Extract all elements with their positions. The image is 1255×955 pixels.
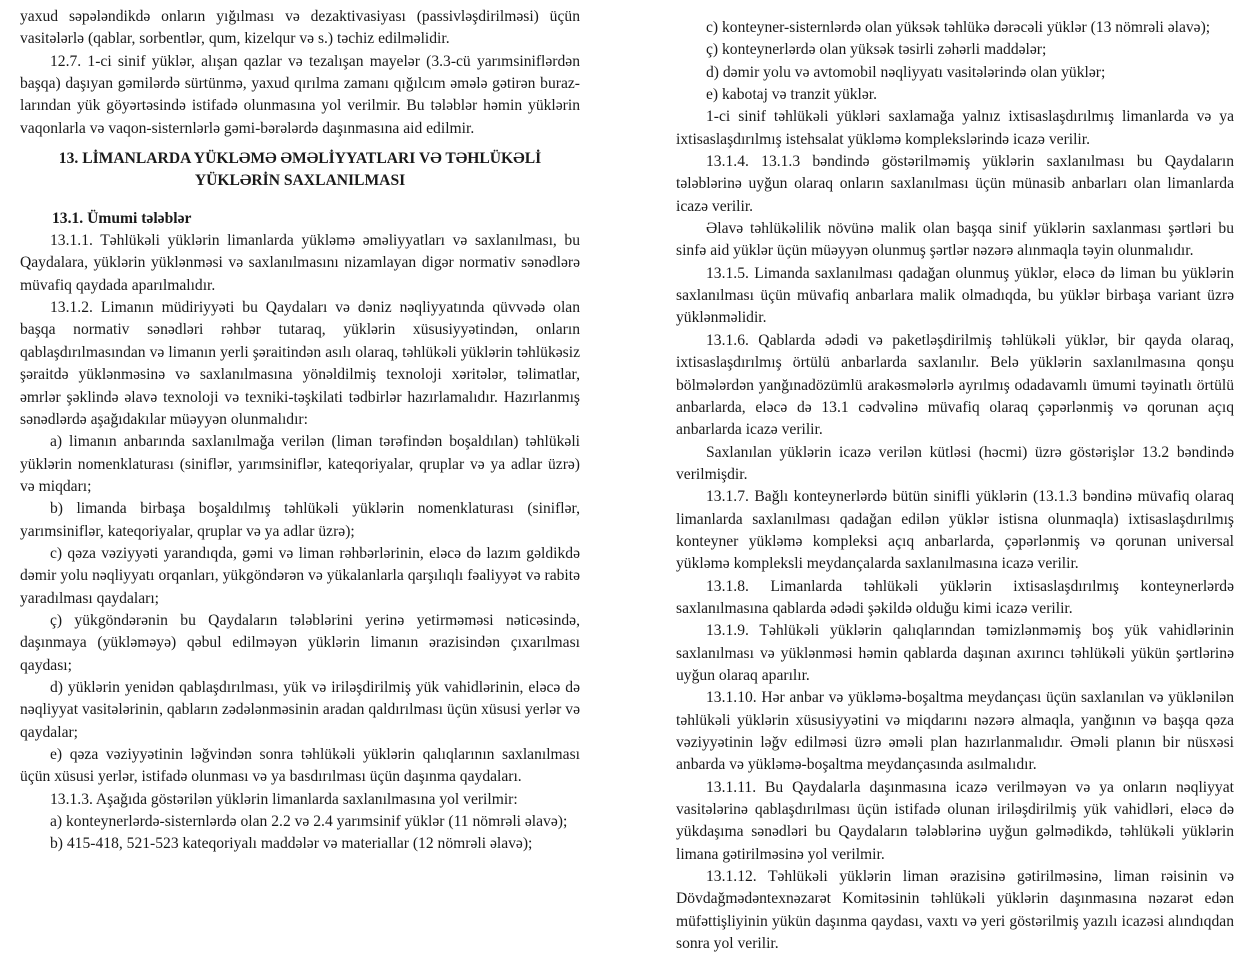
paragraph-13-1-3: 13.1.3. Aşağıda göstərilən yüklərin limanlarda saxlanılmasına yol verilmir:: [50, 790, 518, 808]
paragraph: yaxud səpələndikdə onların yığılması və dezaktivasiyası (passivləşdirilməsi) üçün vasitələrlə (qablar, sorbentlər, qum, kizelqur və s.) təchiz edilməlidir.: [20, 8, 580, 48]
list-item-c: c) qəza vəziyyəti yarandıqda, gəmi və liman rəhbərlərinin, eləcə də lazım gəldikdə dəmir yolu nəqliyyatı orqanları, yükgöndərən və yükalanlarla qarşılıqlı fəaliyyət və rabitə yaradılması qaydaları;: [20, 544, 580, 607]
paragraph-13-1-1: 13.1.1. Təhlükəli yüklərin limanlarda yükləmə əməliyyatları və saxlanılması, bu Qaydalara, yüklərin yüklənməsi və saxlanılmasını nizamlayan digər normativ sənədlərə müvafiq qaydada aparılmalıdır.: [20, 232, 580, 294]
left-column: [20, 0, 580, 856]
list-item-c: c) konteyner-sisternlərdə olan yüksək təhlükə dərəcəli yüklər (13 nömrəli əlavə);: [706, 19, 1211, 36]
list-item-e: e) kabotaj və tranzit yüklər.: [706, 86, 878, 104]
paragraph: Saxlanılan yüklərin icazə verilən kütləsi (həcmi) üzrə göstərişlər 13.2 bəndində verilmişdir.: [676, 443, 1234, 483]
list-item-a: a) konteynerlərdə-sisternlərdə olan 2.2 və 2.4 yarımsinif yüklər (11 nömrəli əlavə);: [50, 813, 568, 831]
list-item-cc: ç) yükgöndərənin bu Qaydaların tələblərini yerinə yetirməməsi nəticəsində, daşınmaya (yükləməyə) qəbul edilməyən yüklərin limanın ərazisindən çıxarılması qaydası;: [20, 611, 580, 674]
paragraph-13-1-2: 13.1.2. Limanın müdiriyyəti bu Qaydaları və dəniz nəqliyyatında qüvvədə olan başqa normativ sənədləri rəhbər tutaraq, yüklərin xüsusiyyətindən, onların qablaşdırılmasından və limanın yerli şəraitindən asılı olaraq, təhlükəli yüklərin təhlükəsiz şəraitdə yüklənməsinə və saxlanılmasına yönəldilmiş texnoloji xəritələr, təlimatlar, əmrlər şəklində əlavə texnoloji və texniki-təşkilati tədbirlər hazırlamalıdır. Hazırlanmış sənədlərdə aşağıdakılar müəyyən olunmalıdır:: [20, 299, 580, 428]
section-heading: 13. LİMANLARDA YÜKLƏMƏ ƏMƏLİYYATLARI VƏ TƏHLÜKƏLİ YÜKLƏRİN SAXLANILMASI: [58, 150, 542, 190]
list-item-d: d) yüklərin yenidən qablaşdırılması, yük və iriləşdirilmiş yük vahidlərinin, eləcə də nəqliyyat vasitələrinin, qabların zədələnməsinin aradan qaldırılması üçün xüsusi yerlər və qaydalar;: [20, 678, 580, 741]
paragraph-13-1-10: 13.1.10. Hər anbar və yükləmə-boşaltma meydançası üçün saxlanılan və yüklənilən təhlükəli yüklərin xüsusiyyətini və miqdarını nəzərə almaqla, yanğının və başqa qəza vəziyyətinin ləğv edilməsi üzrə əməli plan hazırlanmalıdır. Əməli planın bir nüsxəsi anbarda və yükləmə-boşaltma meydançasında asılmalıdır.: [676, 689, 1234, 774]
list-item-d: d) dəmir yolu və avtomobil nəqliyyatı vasitələrində olan yüklər;: [706, 63, 1106, 81]
paragraph-13-1-5: 13.1.5. Limanda saxlanılması qadağan olunmuş yüklər, eləcə də liman bu yüklərin saxlanılması üçün müvafiq anbarlara malik olmadıqda, bu yüklər birbaşa variant üzrə yüklənməlidir.: [676, 264, 1234, 327]
paragraph-13-1-4: 13.1.4. 13.1.3 bəndində göstərilməmiş yüklərin saxlanılması bu Qaydaların tələblərinə uyğun olaraq onların saxlanılması üçün münasib anbarları olan limanlarda icazə verilir.: [676, 153, 1234, 215]
paragraph-13-1-7: 13.1.7. Bağlı konteynerlərdə bütün sinifli yüklərin (13.1.3 bəndinə müvafiq olaraq limanlarda saxlanılması qadağan edilən yüklər istisna olunmaqla) ixtisaslaşdırılmış konteyner yükləmə kompleksi açıq anbarlarda, çəpərlənmiş və qorunan universal yükləmə kompleksli meydançalarda saxlanılmasına icazə verilir.: [676, 488, 1234, 573]
paragraph: 1-ci sinif təhlükəli yükləri saxlamağa yalnız ixtisaslaşdırılmış limanlarda və ya ixtisaslaşdırılmış istehsalat yükləmə komplekslərində icazə verilir.: [676, 108, 1234, 148]
paragraph-12-7: 12.7. 1-ci sinif yüklər, alışan qazlar və tezalışan mayelər (3.3-cü yarımsiniflərdən başqa) daşıyan gəmilərdə sürtünmə, yaxud qırılma zamanı qığılcım əmələ gətirən burazlarından yük göyərtəsində istifadə olunmasına yol verilmir. Bu tələblər həmin yüklərin vaqonlarla və vaqon-sisternlərlə gəmi-bərələrdə daşınmasına aid edilmir.: [20, 52, 580, 137]
paragraph-13-1-8: 13.1.8. Limanlarda təhlükəli yüklərin ixtisaslaşdırılmış konteynerlərdə saxlanılmasına qablarda ədədi şəkildə olduğu kimi icazə verilir.: [676, 577, 1234, 617]
paragraph-13-1-9: 13.1.9. Təhlükəli yüklərin qalıqlarından təmizlənməmiş boş yük vahidlərinin saxlanılması və yüklənməsi həmin qablarda daşınan axırıncı təhlükəli yükün şərtlərinə uyğun olaraq aparılır.: [676, 622, 1234, 684]
paragraph-13-1-6: 13.1.6. Qablarda ədədi və paketləşdirilmiş təhlükəli yüklər, bir qayda olaraq, ixtisaslaşdırılmış örtülü anbarlarda saxlanılır. Belə yüklərin saxlanılmasına qonşu bölmələrdən yanğınadözümlü arakəsmələrlə ayrılmış odadavamlı ümumi təyinatlı örtülü anbarlarda, eləcə də 13.1 cədvəlinə müvafiq olaraq çəpərlənmiş və qorunan açıq anbarlarda icazə verilir.: [676, 331, 1234, 439]
list-item-e: e) qəza vəziyyətinin ləğvindən sonra təhlükəli yüklərin qalıqlarının saxlanılması üçün xüsusi yerlər, istifadə olunması və ya basdırılması üçün daşınma qaydaları.: [20, 746, 580, 786]
paragraph-13-1-11: 13.1.11. Bu Qaydalarla daşınmasına icazə verilməyən və ya onların nəqliyyat vasitələrinə qablaşdırılması üçün istifadə olunan iriləşdirilmiş yük vahidləri, eləcə də yükdaşıma sənədləri bu Qaydaların tələblərinə uyğun gəlmədikdə, təhlükəli yüklərin limana gətirilməsinə yol verilmir.: [676, 778, 1234, 863]
paragraph: Əlavə təhlükəlilik növünə malik olan başqa sinif yüklərin saxlanması şərtləri bu sinfə aid yüklər üçün müəyyən olunmuş şərtlər nəzərə alınmaqla təyin olunmalıdır.: [676, 220, 1234, 260]
right-column: [676, 0, 1234, 955]
list-item-b: b) limanda birbaşa boşaldılmış təhlükəli yüklərin nomenklaturası (siniflər, yarımsiniflər, kateqoriyalar, qruplar və ya adlar üzrə);: [20, 500, 580, 540]
subsection-heading: 13.1. Ümumi tələblər: [52, 209, 192, 227]
list-item-b: b) 415-418, 521-523 kateqoriyalı maddələr və materiallar (12 nömrəli əlavə);: [50, 835, 533, 853]
paragraph-13-1-12: 13.1.12. Təhlükəli yüklərin liman ərazisinə gətirilməsinə, liman rəisinin və Dövdağmədəntexnəzarət Komitəsinin təhlükəli yüklərin daşınmasına nəzarət edən müfəttişliyinin yükün daşınma qaydası, vaxtı və yeri göstərilmiş yazılı icazəsi alındıqdan sonra yol verilir.: [676, 868, 1234, 953]
list-item-cc: ç) konteynerlərdə olan yüksək təsirli zəhərli maddələr;: [706, 41, 1047, 59]
list-item-a: a) limanın anbarında saxlanılmağa verilən (liman tərəfindən boşaldılan) təhlükəli yüklərin nomenklaturası (siniflər, yarımsiniflər, kateqoriyalar, qruplar və ya adlar üzrə) və miqdarı;: [20, 433, 580, 495]
